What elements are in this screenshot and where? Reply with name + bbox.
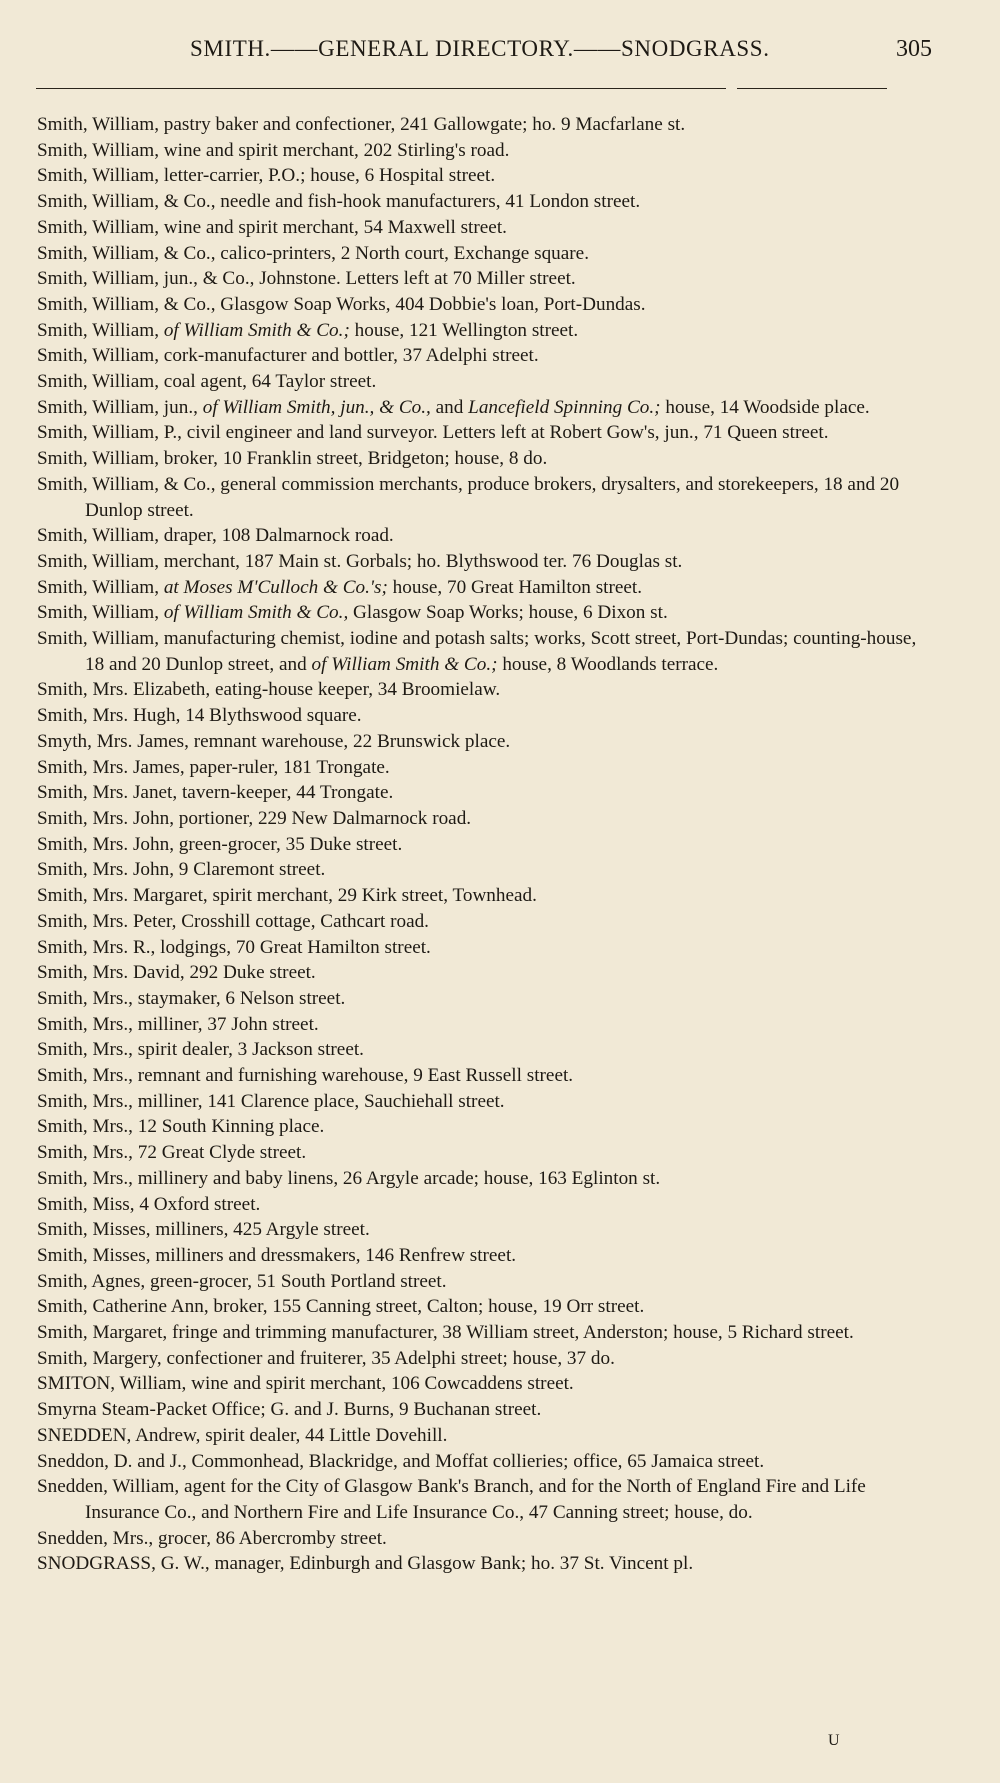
entry-text: Smith, Mrs., milliner, 141 Clarence place, Sauchiehall street. [37,1090,505,1112]
entry-text: Smith, William, pastry baker and confectioner, 241 Gallowgate; ho. 9 Macfarlane st. [37,114,686,135]
running-head: SMITH.——GENERAL DIRECTORY.——SNODGRASS. [190,36,770,61]
entry-text: Smith, Mrs. John, portioner, 229 New Dalmarnock road. [37,807,472,829]
directory-entry [37,1140,919,1166]
directory-entry [37,369,919,395]
directory-entry [37,343,919,369]
directory-entry [37,626,919,677]
entry-text: Smith, William, letter-carrier, P.O.; house, 6 Hospital street. [37,165,496,187]
entry-text: Smith, Mrs. Janet, tavern-keeper, 44 Trongate. [37,782,394,804]
directory-entries [37,112,919,1577]
entry-text: Smith, Mrs. David, 292 Duke street. [37,962,316,984]
entry-text: and [430,396,469,418]
directory-entry [37,909,919,935]
entry-italic-text: of William Smith & Co.; [311,653,498,675]
signature-mark: U [828,1732,840,1749]
entry-text: Smith, William, & Co., needle and fish-hook manufacturers, 41 London street. [37,191,641,213]
directory-entry [37,806,919,832]
directory-entry [37,1063,919,1089]
entry-text: Smith, William, broker, 10 Franklin street, Bridgeton; house, 8 do. [37,448,548,470]
directory-entry [37,1320,919,1346]
entry-text: Smith, Mrs. Peter, Crosshill cottage, Cathcart road. [37,910,429,932]
header-rule-short [737,88,887,89]
directory-entry [37,1217,919,1243]
entry-text: Smith, William, P., civil engineer and land surveyor. Letters left at Robert Gow's, jun., 71 Queen street. [37,422,829,444]
entry-text: Smith, William, merchant, 187 Main st. Gorbals; ho. Blythswood ter. 76 Douglas st. [37,550,683,572]
header-rule [36,88,726,89]
entry-text: house, 121 Wellington street. [349,319,579,341]
entry-text: Smith, Misses, milliners and dressmakers, 146 Renfrew street. [37,1244,517,1266]
entry-italic-text: at Moses M'Culloch & Co.'s; [163,576,388,598]
directory-entry [37,241,919,267]
directory-entry [37,600,919,626]
directory-entry [37,163,919,189]
directory-entry [37,549,919,575]
directory-entry [37,857,919,883]
directory-entry [37,960,919,986]
directory-entry [37,266,919,292]
directory-entry [37,318,919,344]
directory-entry [37,575,919,601]
entry-italic-text: of William Smith & Co., [163,602,349,624]
entry-text: Smith, Mrs., remnant and furnishing warehouse, 9 East Russell street. [37,1065,574,1087]
entry-text: Smith, William, [37,602,164,624]
directory-entry [37,523,919,549]
entry-text: Smith, Mrs. R., lodgings, 70 Great Hamilton street. [37,936,431,958]
entry-text: Smith, Mrs. John, green-grocer, 35 Duke street. [37,833,403,855]
entry-text: Smith, William, wine and spirit merchant, 202 Stirling's road. [37,139,510,161]
entry-text: Smyrna Steam-Packet Office; G. and J. Burns, 9 Buchanan street. [37,1399,542,1421]
entry-text: Smith, Margaret, fringe and trimming manufacturer, 38 William street, Anderston; house, 5 Richard street. [37,1322,854,1344]
directory-entry [37,1166,919,1192]
directory-entry [37,138,919,164]
entry-text: Smith, Agnes, green-grocer, 51 South Portland street. [37,1270,447,1292]
entry-text: Smith, Catherine Ann, broker, 155 Canning street, Calton; house, 19 Orr street. [37,1296,645,1318]
directory-entry [37,832,919,858]
entry-text: house, 8 Woodlands terrace. [497,653,719,675]
entry-text: Smith, Mrs. Hugh, 14 Blythswood square. [37,705,362,727]
entry-text: Smith, William, cork-manufacturer and bottler, 37 Adelphi street. [37,345,539,367]
directory-entry [37,420,919,446]
entry-text: Smith, William, draper, 108 Dalmarnock road. [37,525,394,547]
directory-entry [37,1089,919,1115]
entry-text: Smith, Mrs. James, paper-ruler, 181 Trongate. [37,756,390,778]
entry-italic-text: Lancefield Spinning Co.; [468,396,661,418]
directory-entry [37,883,919,909]
directory-entry [37,1423,919,1449]
entry-text: Sneddon, D. and J., Commonhead, Blackridge, and Moffat collieries; office, 65 Jamaica street. [37,1450,765,1472]
entry-text: Smith, Mrs., 72 Great Clyde street. [37,1142,307,1164]
directory-entry [37,703,919,729]
directory-entry [37,677,919,703]
entry-text: Smith, William, jun., & Co., Johnstone. Letters left at 70 Miller street. [37,268,576,290]
entry-text: SNEDDEN, Andrew, spirit dealer, 44 Little Dovehill. [37,1424,448,1446]
entry-italic-text: of William Smith & Co.; [163,319,350,341]
entry-text: Smith, Mrs., millinery and baby linens, 26 Argyle arcade; house, 163 Eglinton st. [37,1167,661,1189]
directory-entry [37,112,919,138]
entry-text: Smith, William, & Co., general commission merchants, produce brokers, drysalters, and storekeepers, 18 and 20 Dunlop street. [37,473,900,521]
directory-entry [37,1526,919,1552]
directory-entry [37,1371,919,1397]
directory-entry [37,1114,919,1140]
directory-entry [37,1037,919,1063]
directory-entry [37,1551,919,1577]
directory-entry [37,215,919,241]
entry-text: Smith, William, & Co., Glasgow Soap Works, 404 Dobbie's loan, Port-Dundas. [37,293,646,315]
entry-text: Smith, William, coal agent, 64 Taylor street. [37,371,377,393]
directory-entry [37,729,919,755]
entry-text: house, 14 Woodside place. [660,396,870,418]
directory-entry [37,472,919,523]
entry-text: Smith, Mrs. John, 9 Claremont street. [37,859,326,881]
entry-text: Smith, William, wine and spirit merchant, 54 Maxwell street. [37,216,507,238]
directory-entry [37,1474,919,1525]
entry-text: Smith, Margery, confectioner and fruiterer, 35 Adelphi street; house, 37 do. [37,1347,615,1369]
directory-entry [37,395,919,421]
directory-entry [37,446,919,472]
entry-text: Smith, Mrs., staymaker, 6 Nelson street. [37,987,346,1009]
entry-text: Smith, Mrs., spirit dealer, 3 Jackson street. [37,1039,364,1061]
directory-entry [37,1012,919,1038]
directory-entry [37,1294,919,1320]
entry-text: Smith, Mrs. Elizabeth, eating-house keeper, 34 Broomielaw. [37,679,501,701]
entry-text: Smith, William, jun., [37,396,203,418]
directory-entry [37,1346,919,1372]
entry-text: Smith, William, manufacturing chemist, iodine and potash salts; works, Scott street, Port-Dundas; counting-house, 18 and 20 Dunlop street, and [37,628,917,675]
entry-text: Smith, William, [37,319,164,341]
entry-text: Smith, Mrs., milliner, 37 John street. [37,1013,319,1035]
entry-text: Smith, Mrs., 12 South Kinning place. [37,1116,325,1138]
directory-entry [37,1449,919,1475]
directory-entry [37,1397,919,1423]
directory-entry [37,189,919,215]
entry-text: Glasgow Soap Works; house, 6 Dixon st. [348,602,668,624]
directory-entry [37,1192,919,1218]
entry-text: Smith, William, [37,576,164,598]
entry-text: house, 70 Great Hamilton street. [387,576,643,598]
entry-text: Smith, William, & Co., calico-printers, 2 North court, Exchange square. [37,242,589,264]
entry-text: Snedden, Mrs., grocer, 86 Abercromby street. [37,1527,387,1549]
directory-entry [37,755,919,781]
entry-text: Snedden, William, agent for the City of Glasgow Bank's Branch, and for the North of England Fire and Life Insurance Co., and Northern Fire and Life Insurance Co., 47 Canning street; house, do. [37,1476,866,1523]
page-header [40,0,940,78]
entry-text: Smith, Misses, milliners, 425 Argyle street. [37,1219,370,1241]
entry-text: SMITON, William, wine and spirit merchant, 106 Cowcaddens street. [37,1373,574,1395]
entry-text: Smith, Mrs. Margaret, spirit merchant, 29 Kirk street, Townhead. [37,885,537,907]
directory-entry [37,780,919,806]
page-number: 305 [896,36,932,62]
entry-text: SNODGRASS, G. W., manager, Edinburgh and Glasgow Bank; ho. 37 St. Vincent pl. [37,1553,694,1575]
directory-entry [37,1269,919,1295]
entry-text: Smyth, Mrs. James, remnant warehouse, 22 Brunswick place. [37,730,511,752]
directory-entry [37,935,919,961]
directory-entry [37,292,919,318]
directory-entry [37,986,919,1012]
entry-text: Smith, Miss, 4 Oxford street. [37,1193,261,1215]
entry-italic-text: of William Smith, jun., & Co., [202,396,431,418]
directory-entry [37,1243,919,1269]
